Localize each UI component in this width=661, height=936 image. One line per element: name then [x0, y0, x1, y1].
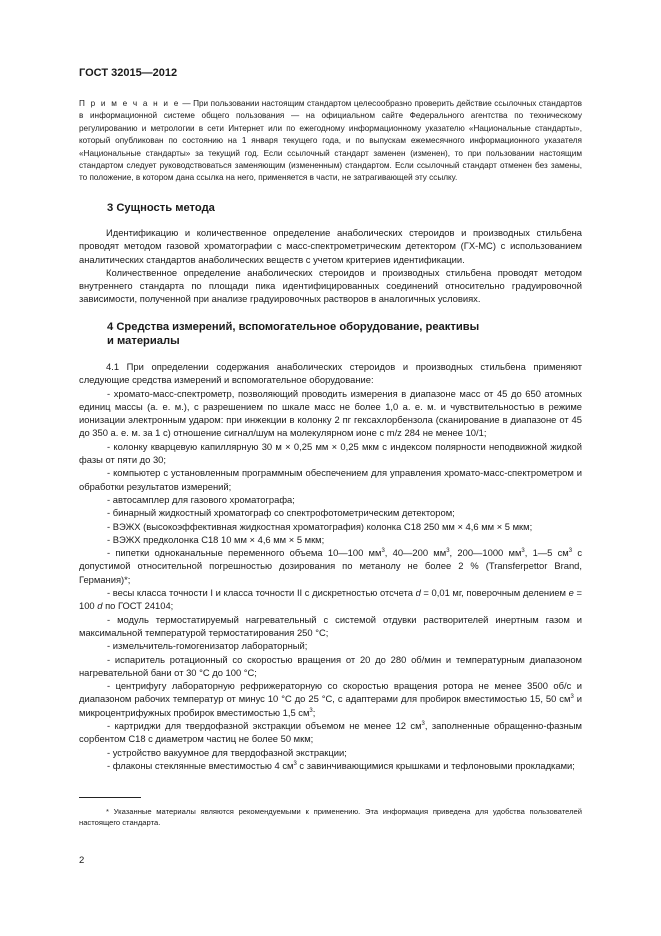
- list-item: - колонку кварцевую капиллярную 30 м × 0,25 мм × 0,25 мкм с индексом полярности неподвижной жидкой фазы от пяти до 30;: [79, 440, 582, 466]
- standard-header: ГОСТ 32015—2012: [79, 67, 178, 79]
- list-item: - пипетки одноканальные переменного объема 10—100 $мм^3$, 40—200 $мм^3$, 200—1000 $мм^3$, 1—5 $см^3$ с допустимой относительной погрешностью дозирования по метанолу не более 2 % (Transferpettor Brand, Германия)*;: [79, 547, 583, 585]
- list-item: - модуль термостатируемый нагревательный с системой отдувки растворителей инертным газом и максимальной температурой термостатирования 250 °С;: [79, 613, 582, 638]
- list-item: - испаритель ротационный со скоростью вращения от 20 до 280 об/мин и температурным диапазоном нагревательной бани от 30 °С до 100 °С;: [79, 653, 582, 678]
- list-item: - весы класса точности I и класса точности II с дискретностью отсчета d = 0,01 мг, поверочным делением e = 100 d по ГОСТ 24104;: [79, 587, 582, 612]
- list-item: - картриджи для твердофазной экстракции объемом не менее 12 $см^3$, заполненные обращенно-фазным сорбентом С18 с диаметром частиц не более 50 мкм;: [79, 720, 582, 745]
- page-number: 2: [79, 855, 85, 866]
- note-label: П р и м е ч а н и е: [79, 99, 180, 108]
- list-item: - ВЭЖХ (высокоэффективная жидкостная хроматография) колонка С18 250 мм × 4,6 мм × 5 мкм;: [107, 520, 533, 532]
- list-item: - устройство вакуумное для твердофазной экстракции;: [107, 746, 347, 758]
- section-4-title-line-1: 4 Средства измерений, вспомогательное оборудование, реактивы: [107, 321, 480, 333]
- footnote: [79, 806, 582, 828]
- list-item: - бинарный жидкостный хроматограф со спектрофотометрическим детектором;: [107, 507, 455, 519]
- list-item: - измельчитель-гомогенизатор лабораторный;: [107, 640, 308, 652]
- list-item: - флаконы стеклянные вместимостью 4 $см^3$ с завинчивающимися крышками и тефлоновыми прокладками;: [107, 759, 575, 771]
- section-3-title: 3 Сущность метода: [107, 202, 215, 214]
- section-4-intro: 4.1 При определении содержания анаболических стероидов и производных стильбена применяют следующие средства измерений и вспомогательное оборудование:: [79, 361, 582, 386]
- section-4-title-line-2: и материалы: [107, 335, 180, 347]
- list-item: - хромато-масс-спектрометр, позволяющий проводить измерения в диапазоне масс от 45 до 650 атомных единиц массы (а. е. м.), с разрешением по шкале масс не более 1,0 а. е. м. и чувствительностью в режиме ионизации электронным ударом: при инжекции в колонку 2 пг гексахлорбензола (сканирование в диапазоне от 45 до 350 а. е. м. за 1 с) отношение сигнал/шум на молекулярном ионе с m/z 284 не менее 10/1;: [79, 387, 582, 439]
- list-item: - автосамплер для газового хроматографа;: [107, 493, 295, 505]
- section-3: [79, 201, 582, 306]
- section-4: [79, 320, 582, 772]
- note-block: [79, 98, 582, 185]
- list-item: - компьютер с установленным программным обеспечением для управления хромато-масс-спектрометром и обработки результатов измерений;: [79, 467, 582, 492]
- section-3-paragraph-1: Идентификацию и количественное определение анаболических стероидов и производных стильбена проводят методом газовой хроматографии с масс-спектрометрическим детектором (ГХ-МС) с использованием аналитических стандартов анаболических веществ с учетом критериев идентификации.: [79, 227, 582, 265]
- footnote-text: * Указанные материалы являются рекомендуемыми к применению. Эта информация приведена для удобства пользователей настоящего стандарта.: [79, 807, 582, 828]
- section-3-paragraph-2: Количественное определение анаболических стероидов и производных стильбена проводят методом внутреннего стандарта по площади пика идентифицированных соединений относительно градуировочной зависимости, полученной при анализе градуировочных растворов в аналогичных условиях.: [79, 266, 582, 305]
- list-item: - ВЭЖХ предколонка С18 10 мм × 4,6 мм × 5 мкм;: [107, 533, 325, 545]
- note-text: — При пользовании настоящим стандартом целесообразно проверить действие ссылочных стандартов в информационной системе общего пользования — на официальном сайте Федерального агентства по техническому регулированию и метрологии в сети Интернет или по ежегодному информационному указателю «Национальные стандарты», который опубликован по состоянию на 1 января текущего года, и по выпускам ежемесячного информационного указателя «Национальные стандарты» за текущий год. Если ссылочный стандарт заменен (изменен), то при пользовании настоящим стандартом следует руководствоваться заменяющим (измененным) стандартом. Если ссылочный стандарт отменен без замены, то положение, в котором дана ссылка на него, применяется в части, не затрагивающей эту ссылку.: [79, 99, 582, 183]
- list-item: - центрифугу лабораторную рефрижераторную со скоростью вращения ротора не менее 3500 об/с и диапазоном рабочих температур от минус 10 °С до 25 °С, с адаптерами для пробирок вместимостью 15, 50 $см^3$ и микроцентрифужных пробирок вместимостью 1,5 $см^3$;: [79, 680, 582, 718]
- footnote-rule: [79, 797, 141, 798]
